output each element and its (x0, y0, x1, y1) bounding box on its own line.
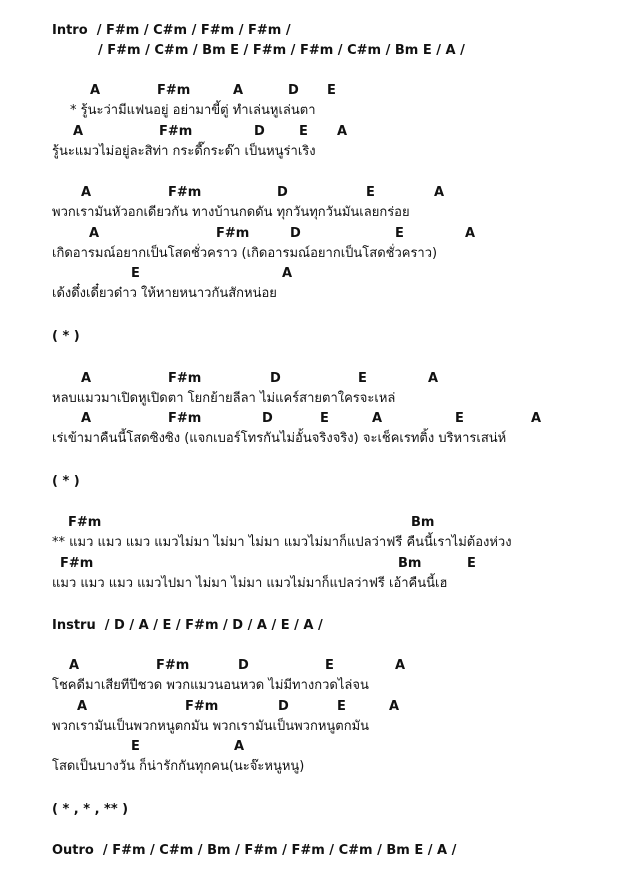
chord-label: E (131, 739, 140, 754)
chord-label: Bm (398, 556, 422, 571)
lyric-line: พวกเรามันหัวอกเดียวกัน ทางบ้านกดดัน ทุกวันทุกวันมันเลยกร่อย (52, 205, 410, 220)
chord-label: E (467, 556, 476, 571)
chord-label: A (282, 266, 293, 281)
chord-label: F#m (60, 556, 94, 571)
chord-label: A (90, 83, 101, 98)
chord-label: D (290, 226, 301, 241)
chord-label: D (254, 124, 265, 139)
lyric-line: เร่เข้ามาคืนนี้โสดซิงซิง (แจกเบอร์โทรกันไม่อั้นจริงจริง) จะเช็คเรทติ้ง บริหารเสน่ห์ (52, 431, 507, 446)
chord-row (0, 658, 620, 674)
chord-label: A (337, 124, 348, 139)
chord-label: A (234, 739, 245, 754)
chord-label: E (358, 371, 367, 386)
chord-label: D (270, 371, 281, 386)
chord-label: A (69, 658, 80, 673)
chord-label: Bm (411, 515, 435, 530)
chord-label: E (325, 658, 334, 673)
chord-label: D (238, 658, 249, 673)
lyric-line: พวกเรามันเป็นพวกหนูตกมัน พวกเรามันเป็นพวกหนูตกมัน (52, 719, 370, 734)
chord-label: A (465, 226, 476, 241)
lyric-line: เกิดอารมณ์อยากเป็นโสดชั่วคราว (เกิดอารมณ์อยากเป็นโสดชั่วคราว) (52, 246, 438, 261)
chord-row (0, 411, 620, 427)
chord-label: A (81, 185, 92, 200)
chord-row (0, 185, 620, 201)
lyric-line: หลบแมวมาเปิดหูเปิดตา โยกย้ายลีลา ไม่แคร์สายตาใครจะเหล่ (52, 391, 396, 406)
repeat-marker: ( * ) (52, 329, 80, 344)
chord-label: A (395, 658, 406, 673)
chord-label: F#m (157, 83, 191, 98)
chord-label: E (131, 266, 140, 281)
chord-label: D (288, 83, 299, 98)
chord-label: F#m (168, 411, 202, 426)
chord-label: E (299, 124, 308, 139)
chord-label: A (233, 83, 244, 98)
repeat-marker: ( * , * , ** ) (52, 802, 129, 817)
chord-row (0, 699, 620, 715)
chord-row (0, 266, 620, 282)
chord-label: A (81, 411, 92, 426)
chord-label: A (81, 371, 92, 386)
instrumental-line: Instru / D / A / E / F#m / D / A / E / A / (52, 618, 323, 633)
chord-label: E (327, 83, 336, 98)
repeat-marker: ( * ) (52, 474, 80, 489)
chord-label: E (366, 185, 375, 200)
chord-row (0, 739, 620, 755)
chord-row (0, 556, 620, 572)
chord-row (0, 83, 620, 99)
chord-row (0, 124, 620, 140)
lyric-line: โชคดีมาเสียทีปีชวด พวกแมวนอนหวด ไม่มีทางกวดไล่จน (52, 678, 369, 693)
lyric-line: รู้นะแมวไม่อยู่ละสิท่า กระดี๊กระด๊า เป็นหนูร่าเริง (52, 144, 316, 159)
chord-label: E (320, 411, 329, 426)
chord-label: D (262, 411, 273, 426)
lyric-line: เด้งดึ๋งเดี๋ยวด๋าว ให้หายหนาวกันสักหน่อย (52, 286, 277, 301)
chord-label: F#m (68, 515, 102, 530)
chord-label: A (372, 411, 383, 426)
outro-line: Outro / F#m / C#m / Bm / F#m / F#m / C#m / Bm E / A / (52, 843, 457, 858)
chord-label: A (89, 226, 100, 241)
chord-label: D (278, 699, 289, 714)
chord-label: F#m (216, 226, 250, 241)
intro-line-1: Intro / F#m / C#m / F#m / F#m / (52, 23, 291, 38)
lyric-line: ** แมว แมว แมว แมวไม่มา ไม่มา ไม่มา แมวไม่มาก็แปลว่าฟรี คืนนี้เราไม่ต้องห่วง (52, 535, 512, 550)
chord-label: E (395, 226, 404, 241)
chord-label: A (73, 124, 84, 139)
chord-label: F#m (168, 371, 202, 386)
chord-label: A (389, 699, 400, 714)
chord-label: A (531, 411, 542, 426)
lyric-line: แมว แมว แมว แมวไปมา ไม่มา ไม่มา แมวไม่มาก็แปลว่าฟรี เอ้าคืนนี้เฮ (52, 576, 448, 591)
chord-label: F#m (159, 124, 193, 139)
chord-row (0, 371, 620, 387)
chord-row (0, 515, 620, 531)
chord-label: F#m (156, 658, 190, 673)
chord-row (0, 226, 620, 242)
chord-label: A (434, 185, 445, 200)
chord-label: A (428, 371, 439, 386)
lyric-line: * รู้นะว่ามีแฟนอยู่ อย่ามาขี้ตู่ ทำเล่นหูเล่นตา (70, 103, 316, 118)
lyric-line: โสดเป็นบางวัน ก็น่ารักกันทุกคน(นะจ๊ะหนูหนู) (52, 759, 305, 774)
chord-label: A (77, 699, 88, 714)
chord-label: E (337, 699, 346, 714)
chord-label: E (455, 411, 464, 426)
intro-line-2: / F#m / C#m / Bm E / F#m / F#m / C#m / Bm E / A / (98, 43, 465, 58)
chord-label: F#m (185, 699, 219, 714)
chord-label: D (277, 185, 288, 200)
chord-label: F#m (168, 185, 202, 200)
